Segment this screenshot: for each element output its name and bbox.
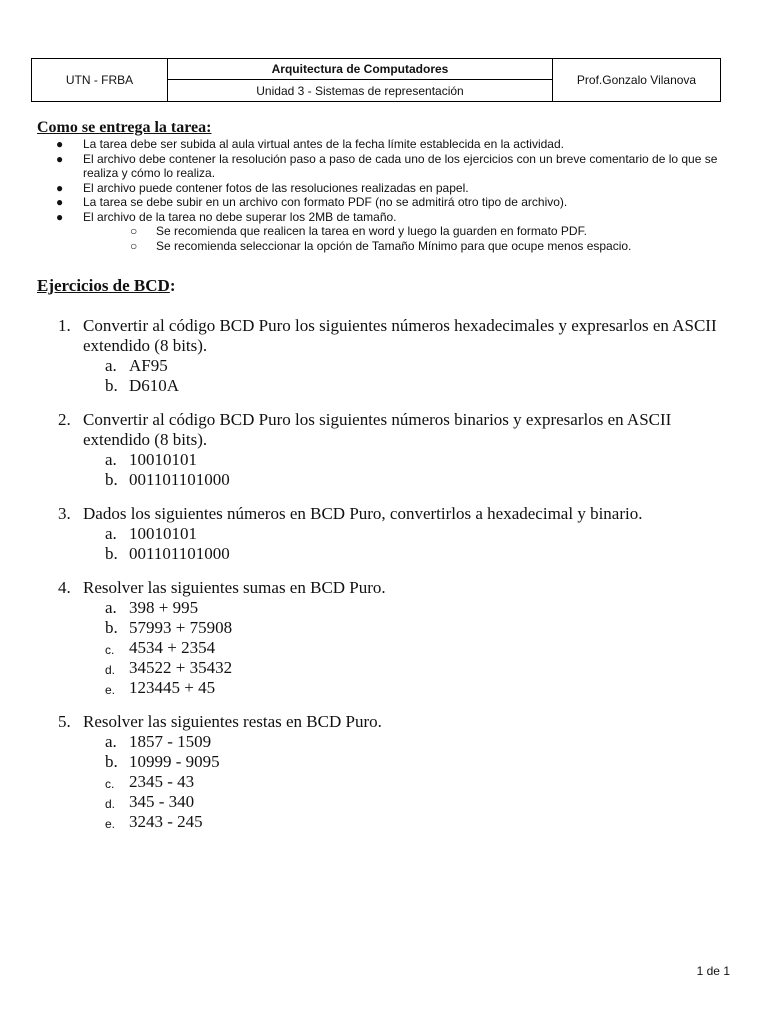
exercise-item: b. 001101101000 bbox=[105, 544, 230, 563]
exercise-item: e. 3243 - 245 bbox=[105, 812, 203, 831]
exercise-item: c. 2345 - 43 bbox=[105, 772, 195, 791]
unit-title: Unidad 3 - Sistemas de representación bbox=[256, 83, 464, 98]
exercise-5 bbox=[58, 712, 723, 832]
hollow-bullet-icon: ○ bbox=[130, 238, 138, 253]
exercise-item: b. D610A bbox=[105, 376, 180, 395]
exercise-1 bbox=[58, 316, 723, 396]
course-cell bbox=[168, 59, 553, 101]
exercise-4 bbox=[58, 578, 723, 698]
course-title: Arquitectura de Computadores bbox=[168, 59, 552, 80]
exercise-item: a. 398 + 995 bbox=[105, 598, 199, 617]
bullet-icon: ● bbox=[56, 195, 64, 209]
bullet-icon: ● bbox=[56, 137, 64, 151]
exercise-text: Convertir al código BCD Puro los siguientes números binarios y expresarlos en ASCII extendido (8 bits). bbox=[83, 410, 672, 449]
rule-item: ● La tarea debe ser subida al aula virtual antes de la fecha límite establecida en la actividad. bbox=[56, 137, 564, 151]
exercise-item: c. 4534 + 2354 bbox=[105, 638, 216, 657]
bullet-icon: ● bbox=[56, 180, 64, 195]
exercise-items bbox=[83, 598, 723, 698]
exercises-heading: Ejercicios de BCD: bbox=[37, 276, 176, 295]
rule-item: ● El archivo debe contener la resolución paso a paso de cada uno de los ejercicios con un breve comentario de lo que se realiza y cómo lo realiza. bbox=[56, 151, 718, 180]
institution-label: UTN - FRBA bbox=[65, 73, 134, 87]
exercise-2 bbox=[58, 410, 723, 490]
rule-item: ● El archivo de la tarea no debe superar los 2MB de tamaño. ○ Se recomienda que realicen la tarea en word y luego la guarden en formato PDF. ○ Se recomienda seleccionar la opción de Tamaño Mínimo para que ocupe menos espacio. bbox=[56, 210, 728, 254]
exercise-3 bbox=[58, 504, 723, 564]
bullet-icon: ● bbox=[56, 151, 64, 166]
exercise-text: Resolver las siguientes sumas en BCD Puro. bbox=[83, 578, 386, 597]
exercise-text: Dados los siguientes números en BCD Puro, convertirlos a hexadecimal y binario. bbox=[83, 504, 643, 523]
page-number: 1 de 1 bbox=[696, 964, 730, 978]
exercise-number: 1. bbox=[58, 316, 71, 335]
exercise-item: a. 10010101 bbox=[105, 524, 197, 543]
institution-cell bbox=[32, 59, 168, 101]
header-table bbox=[31, 58, 721, 102]
exercise-item: b. 10999 - 9095 bbox=[105, 752, 220, 771]
exercise-item: a. 10010101 bbox=[105, 450, 197, 469]
exercise-text: Resolver las siguientes restas en BCD Puro. bbox=[83, 712, 382, 731]
exercise-text: Convertir al código BCD Puro los siguientes números hexadecimales y expresarlos en ASCII extendido (8 bits). bbox=[83, 316, 717, 355]
exercise-item: d. 345 - 340 bbox=[105, 792, 195, 811]
exercise-number: 4. bbox=[58, 578, 71, 597]
exercise-items bbox=[83, 732, 723, 832]
exercise-item: b. 57993 + 75908 bbox=[105, 618, 233, 637]
delivery-rules-list bbox=[56, 137, 728, 253]
rule-item: ● El archivo puede contener fotos de las resoluciones realizadas en papel. bbox=[56, 180, 469, 195]
exercise-item: d. 34522 + 35432 bbox=[105, 658, 233, 677]
exercise-item: e. 123445 + 45 bbox=[105, 678, 216, 697]
professor-cell bbox=[553, 59, 720, 101]
exercise-item: b. 001101101000 bbox=[105, 470, 230, 489]
rule-item: ● La tarea se debe subir en un archivo con formato PDF (no se admitirá otro tipo de archivo). bbox=[56, 195, 568, 209]
exercise-item: a. 1857 - 1509 bbox=[105, 732, 212, 751]
delivery-heading: Como se entrega la tarea: bbox=[37, 119, 212, 136]
exercise-number: 2. bbox=[58, 410, 71, 429]
exercise-number: 3. bbox=[58, 504, 71, 523]
sub-rule-item: ○ Se recomienda que realicen la tarea en word y luego la guarden en formato PDF. bbox=[130, 224, 587, 238]
hollow-bullet-icon: ○ bbox=[130, 224, 138, 238]
exercise-number: 5. bbox=[58, 712, 71, 731]
professor-label: Prof.Gonzalo Vilanova bbox=[576, 73, 697, 87]
exercise-items bbox=[83, 450, 723, 490]
sub-rule-item: ○ Se recomienda seleccionar la opción de Tamaño Mínimo para que ocupe menos espacio. bbox=[130, 238, 632, 253]
exercise-item: a. AF95 bbox=[105, 356, 168, 375]
exercises-list bbox=[58, 316, 723, 846]
exercise-items bbox=[83, 356, 723, 396]
exercise-items bbox=[83, 524, 723, 564]
delivery-sub-list bbox=[83, 224, 728, 253]
bullet-icon: ● bbox=[56, 209, 64, 224]
